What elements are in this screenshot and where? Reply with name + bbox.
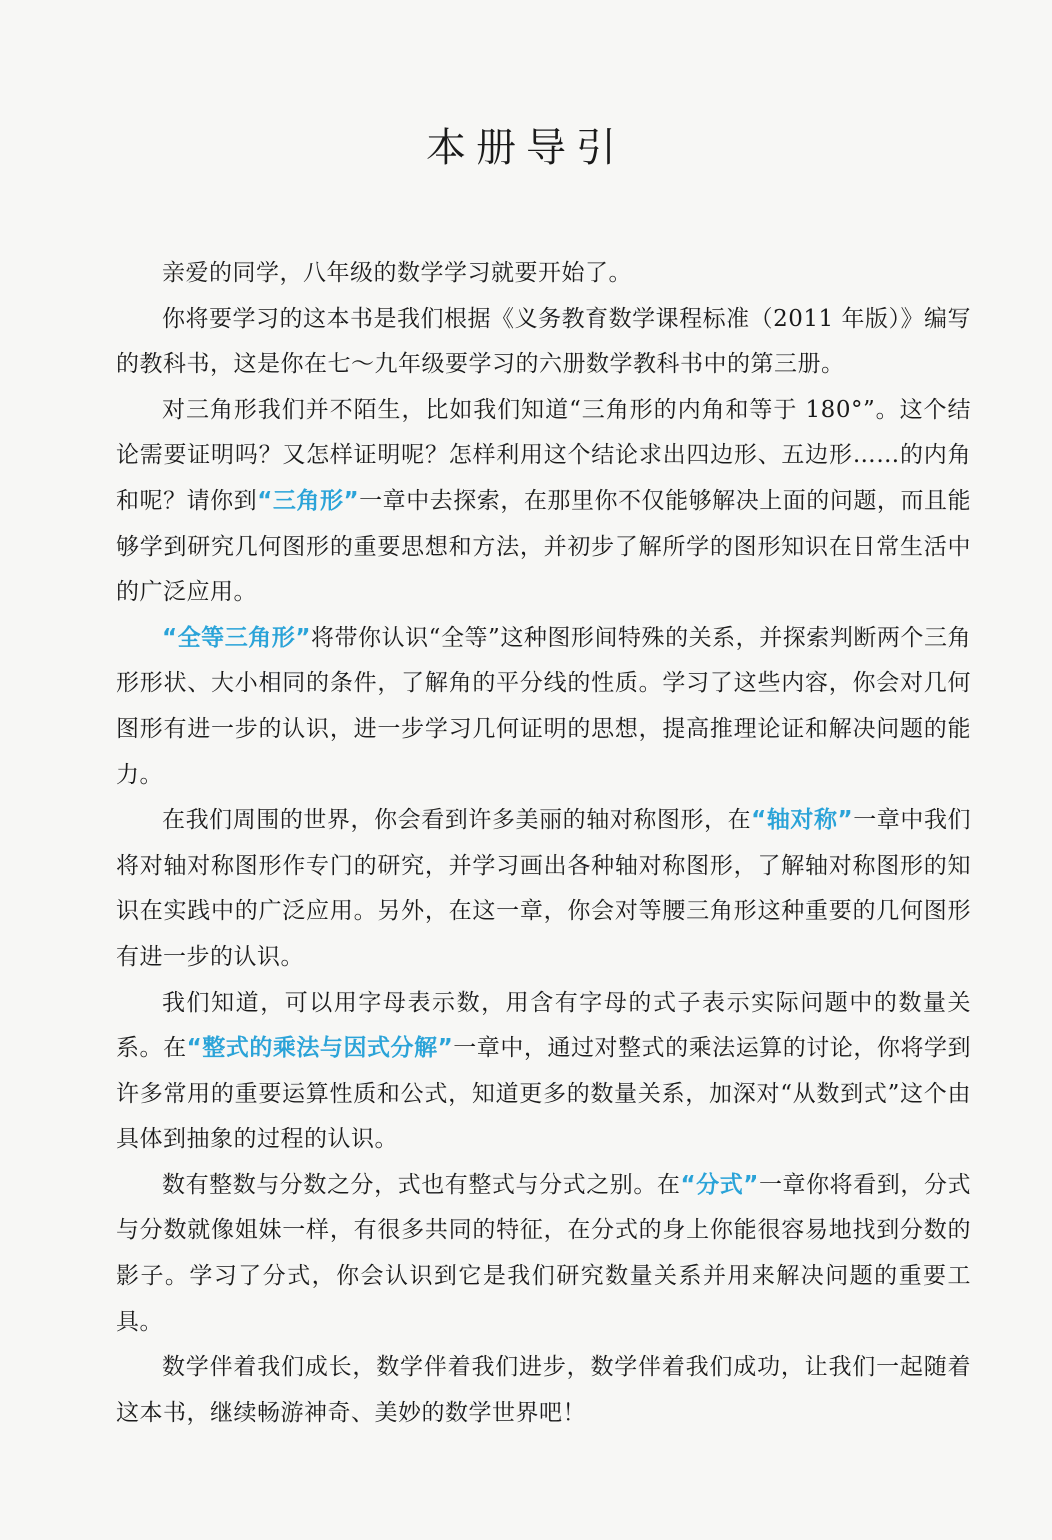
- page-title: 本册导引: [426, 125, 626, 171]
- paragraph-text: 数有整数与分数之分，式也有整式与分式之别。在: [162, 1171, 681, 1198]
- chapter-highlight: “分式”: [680, 1171, 759, 1198]
- paragraph-text: 数学伴着我们成长，数学伴着我们进步，数学伴着我们成功，让我们一起随着这本书，继续畅游神奇、美妙的数学世界吧！: [116, 1354, 971, 1426]
- paragraph-text: 一章中去探索，在那里你不仅能够解决上面的问题，而且能够学到研究几何图形的重要思想和方法，并初步了解所学的图形知识在日常生活中的广泛应用。: [116, 487, 972, 606]
- paragraph-text: 亲爱的同学，八年级的数学学习就要开始了。: [162, 260, 632, 286]
- paragraph-text: 在我们周围的世界，你会看到许多美丽的轴对称图形，在: [162, 807, 752, 834]
- paragraph-text: 对三角形我们并不陌生，比如我们知道“三角形的内角和等于 180°”。这个结论需要证明吗？又怎样证明呢？怎样利用这个结论求出四边形、五边形……的内角和呢？请你到: [116, 396, 971, 514]
- paragraph: [116, 1345, 971, 1436]
- paragraph: [116, 1163, 971, 1345]
- paragraph-text: 我们知道，可以用字母表示数，用含有字母的式子表示实际问题中的数量关系。在: [116, 989, 971, 1062]
- paragraph: [116, 297, 971, 388]
- paragraph: [116, 616, 971, 798]
- paragraph-text: 你将要学习的这本书是我们根据《义务教育数学课程标准（2011 年版）》编写的教科书，这是你在七～九年级要学习的六册数学教科书中的第三册。: [116, 305, 971, 378]
- paragraph-text: 一章中我们将对轴对称图形作专门的研究，并学习画出各种轴对称图形，了解轴对称图形的知识在实践中的广泛应用。另外，在这一章，你会对等腰三角形这种重要的几何图形有进一步的认识。: [116, 807, 972, 970]
- paragraph: [116, 981, 971, 1163]
- paragraph-text: 将带你认识“全等”这种图形间特殊的关系，并探索判断两个三角形形状、大小相同的条件，了解角的平分线的性质。学习了这些内容，你会对几何图形有进一步的认识，进一步学习几何证明的思想，提高推理论证和解决问题的能力。: [116, 624, 971, 788]
- paragraph: [116, 388, 971, 616]
- paragraph: [116, 798, 971, 980]
- body-text: [116, 251, 971, 1436]
- paragraph-text: 一章中，通过对整式的乘法运算的讨论，你将学到许多常用的重要运算性质和公式，知道更多的数量关系，加深对“从数到式”这个由具体到抽象的过程的认识。: [116, 1035, 972, 1153]
- chapter-highlight: “全等三角形”: [162, 624, 311, 651]
- paragraph: [116, 251, 971, 297]
- paragraph-text: 一章你将看到，分式与分数就像姐妹一样，有很多共同的特征，在分式的身上你能很容易地找到分数的影子。学习了分式，你会认识到它是我们研究数量关系并用来解决问题的重要工具。: [116, 1171, 972, 1335]
- chapter-highlight: “轴对称”: [751, 807, 854, 834]
- chapter-highlight: “整式的乘法与因式分解”: [186, 1035, 454, 1062]
- chapter-highlight: “三角形”: [257, 487, 360, 514]
